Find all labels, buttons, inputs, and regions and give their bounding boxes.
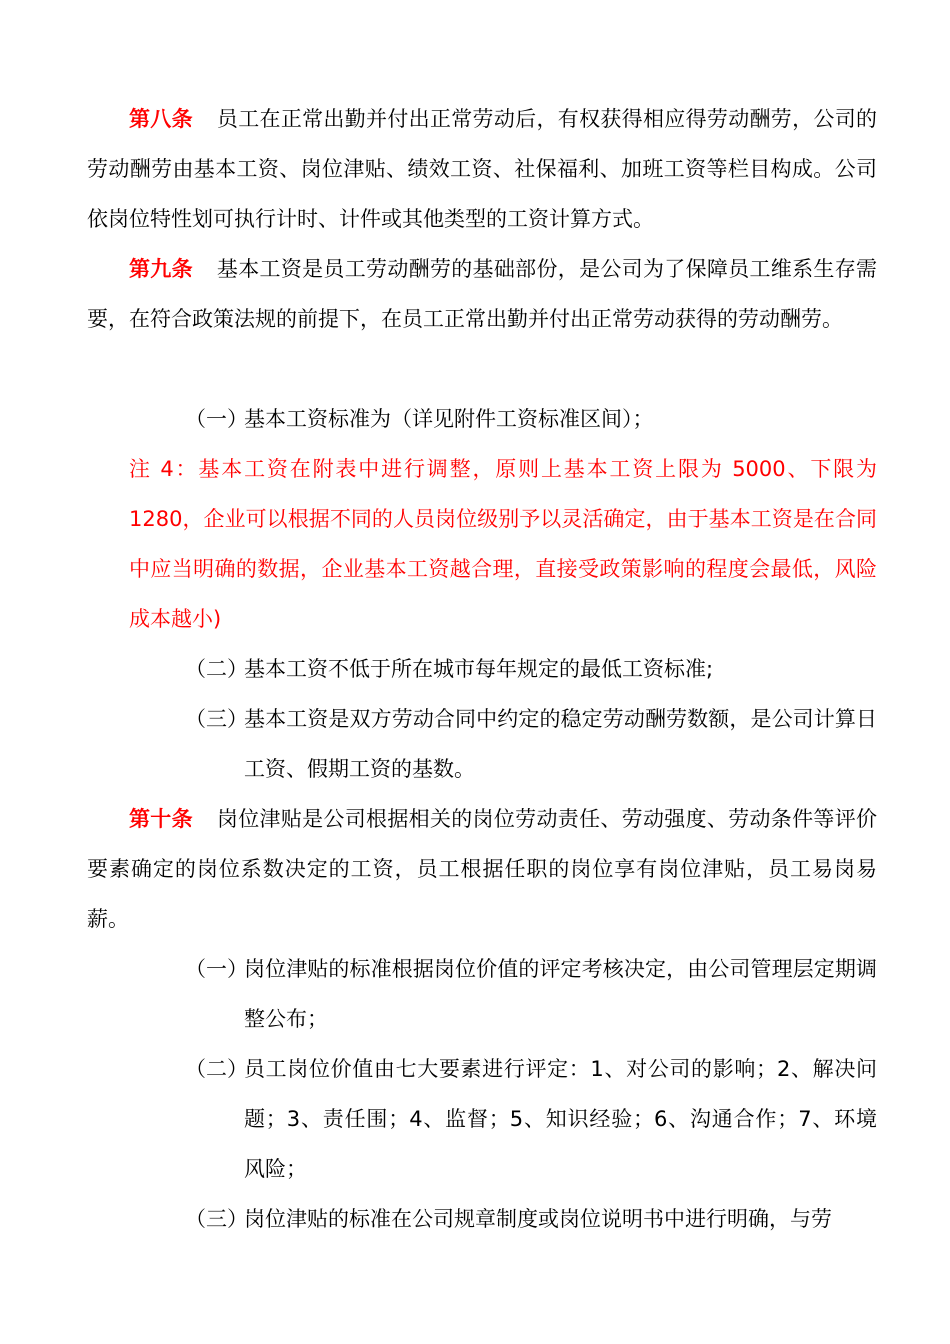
- item-number: （二）: [185, 1057, 248, 1081]
- item-text: 基本工资标准为（详见附件工资标准区间）；: [244, 407, 654, 431]
- article-9-item-2: [185, 644, 877, 694]
- item-number: （一）: [185, 957, 248, 981]
- article-9-text: 基本工资是员工劳动酬劳的基础部份，是公司为了保障员工维系生存需要，在符合政策法规的前提下，在员工正常出勤并付出正常劳动获得的劳动酬劳。: [87, 257, 878, 331]
- article-9-item-1: [185, 394, 877, 444]
- article-10: [87, 794, 877, 944]
- item-text: 员工岗位价值由七大要素进行评定：1、对公司的影响；2、解决问题；3、责任围；4、监督；5、知识经验；6、沟通合作；7、环境风险；: [244, 1057, 877, 1181]
- article-10-item-2: [185, 1044, 877, 1194]
- article-10-item-1: [185, 944, 877, 1044]
- article-9-note: 注 4：基本工资在附表中进行调整，原则上基本工资上限为 5000、下限为 1280，企业可以根据不同的人员岗位级别予以灵活确定，由于基本工资是在合同中应当明确的数据，企业基本工资越合理，直接受政策影响的程度会最低，风险成本越小): [129, 457, 877, 631]
- article-9: [87, 244, 877, 344]
- article-9-label: 第九条: [129, 257, 193, 281]
- article-9-item-3: [185, 694, 877, 794]
- article-10-item-3: [185, 1194, 877, 1244]
- article-10-text: 岗位津贴是公司根据相关的岗位劳动责任、劳动强度、劳动条件等评价要素确定的岗位系数决定的工资，员工根据任职的岗位享有岗位津贴，员工易岗易薪。: [87, 807, 878, 931]
- item-text: 基本工资是双方劳动合同中约定的稳定劳动酬劳数额，是公司计算日工资、假期工资的基数。: [244, 707, 877, 781]
- article-10-label: 第十条: [129, 807, 193, 831]
- item-number: （二）: [185, 657, 248, 681]
- article-8-text: 员工在正常出勤并付出正常劳动后，有权获得相应得劳动酬劳，公司的劳动酬劳由基本工资、岗位津贴、绩效工资、社保福利、加班工资等栏目构成。公司依岗位特性划可执行计时、计件或其他类型的工资计算方式。: [87, 107, 878, 231]
- article-8-label: 第八条: [129, 107, 193, 131]
- article-8: [87, 94, 877, 244]
- item-number: （一）: [185, 407, 248, 431]
- item-text: 岗位津贴的标准在公司规章制度或岗位说明书中进行明确，与劳: [244, 1207, 832, 1231]
- item-number: （三）: [185, 1207, 248, 1231]
- item-number: （三）: [185, 707, 248, 731]
- item-text: 岗位津贴的标准根据岗位价值的评定考核决定，由公司管理层定期调整公布；: [244, 957, 877, 1031]
- item-text: 基本工资不低于所在城市每年规定的最低工资标准;: [244, 657, 714, 681]
